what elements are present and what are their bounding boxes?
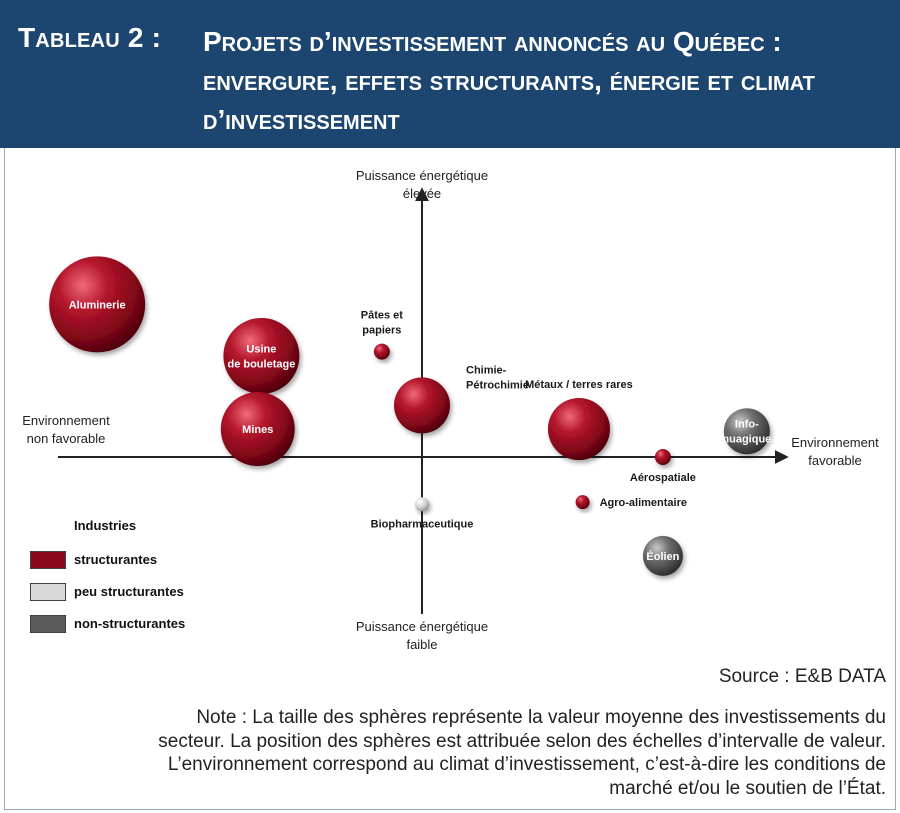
bubble-label-agro-alimentaire: Agro-alimentaire <box>599 497 688 510</box>
bubble-label-biopharmaceutique: Biopharmaceutique <box>370 518 474 531</box>
bubble-label-chimie-petrochimie: Chimie-Pétrochimie <box>466 364 529 392</box>
legend-title: Industries <box>74 518 137 533</box>
note: Note : La taille des sphères représente la valeur moyenne des investissements du secteur. La position des sphères est attribuée selon des échelles d’intervalle de valeur. L’environnement correspond au climat d’investissement, c’est-à-dire les conditions de marché et/ou le soutien de l’État. <box>158 707 886 799</box>
table-number: Tableau 2 : <box>18 22 162 53</box>
bubble-usine-de-bouletage <box>223 318 299 394</box>
bubble-label-metaux-terres-rares: Métaux / terres rares <box>525 379 633 392</box>
x-axis-left-label: Environnement non favorable <box>22 413 110 446</box>
chart-header <box>0 0 900 148</box>
bubble-pates-et-papiers <box>374 344 390 360</box>
bubble-biopharmaceutique <box>415 497 429 511</box>
legend-swatch <box>30 551 66 569</box>
bubble-label-aerospatiale: Aérospatiale <box>629 472 696 484</box>
bubble-metaux-terres-rares <box>548 398 610 460</box>
bubble-chimie-petrochimie <box>394 377 450 433</box>
bubble-aerospatiale <box>655 449 671 465</box>
x-axis-right-label: Environnement favorable <box>791 435 879 468</box>
y-axis-top-label: Puissance énergétique élevée <box>355 168 489 201</box>
bubble-label-pates-et-papiers: Pâtes et papiers <box>360 309 403 337</box>
bubble-label-eolien: Éolien <box>646 550 680 563</box>
bubble-label-mines: Mines <box>242 424 274 437</box>
legend-label: structurantes <box>74 552 158 567</box>
legend-swatch <box>30 615 66 633</box>
legend-label: non-structurantes <box>74 616 186 631</box>
bubble-label-usine-de-bouletage: Usine de bouletage <box>227 343 296 371</box>
bubble-info-nuagique <box>724 408 770 454</box>
source: Source : E&B DATA <box>718 666 886 687</box>
bubble-label-aluminerie: Aluminerie <box>68 299 126 312</box>
bubble-agro-alimentaire <box>576 495 590 509</box>
legend-swatch <box>30 583 66 601</box>
y-axis-bottom-label: Puissance énergétique faible <box>355 619 489 652</box>
chart-title: Projets d’investissement annoncés au Québec : envergure, effets structurants, énergie et climat d’investissement <box>203 26 815 135</box>
legend-label: peu structurantes <box>74 584 184 599</box>
bubble-label-info-nuagique: Info-nuagique <box>722 418 772 446</box>
